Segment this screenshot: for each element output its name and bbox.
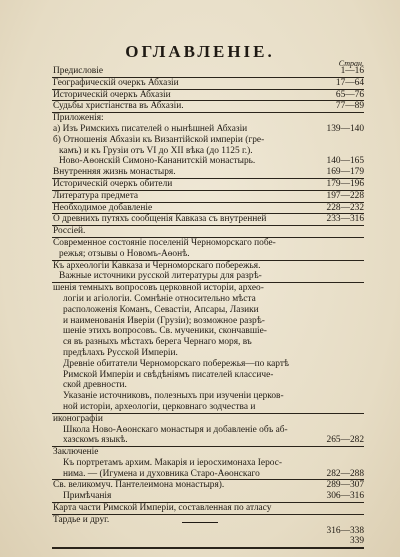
toc-row: хазскомъ языкѣ. 265—282: [63, 435, 364, 446]
toc-row: Тардье и друг.: [53, 514, 110, 525]
toc-row: Школа Ново-Аѳонскаго монастыря и добавленіе объ аб-: [63, 424, 288, 435]
toc-row: иконографіи: [53, 413, 103, 424]
toc-row: логіи и агіологіи. Сомнѣніе относительно мѣста: [63, 293, 256, 304]
toc-row: Предисловіе 1—16: [53, 66, 364, 76]
toc-row: ной исторіи, археологіи, церковнаго зодчества и: [63, 401, 256, 412]
toc-row: шенія темныхъ вопросовъ церковной исторіи, архео-: [53, 283, 264, 294]
toc-row: Литература предмета 197—228: [53, 190, 364, 201]
end-ornament: [182, 522, 218, 523]
page-title: ОГЛАВЛЕНІЕ.: [125, 42, 275, 61]
divider: [52, 548, 364, 549]
toc-row: Св. великомуч. Пантелеимона монастыря). 289—307: [53, 480, 364, 491]
toc-row: Ново-Аѳонскій Симоно-Кананитскій монастырь. 140—165: [59, 156, 364, 167]
toc-row: а) Изъ Римскихъ писателей о нынѣшней Абхазіи 139—140: [53, 123, 364, 134]
toc-row: и наименованія Иверіи (Грузіи); возможное разрѣ-: [63, 315, 265, 326]
toc-row: режья; отзывы о Новомъ-Аѳонѣ.: [59, 248, 190, 259]
toc-row: 316—338: [326, 525, 364, 536]
toc-row: б) Отношенія Абхазіи къ Византійской имперіи (гре-: [53, 134, 265, 145]
toc-row: нима. — (Игумена и духовника Старо-Аѳонскаго 282—288: [63, 468, 364, 479]
toc-row: О древнихъ путяхъ сообщенія Кавказа съ внутренней 233—316: [53, 214, 364, 225]
toc-row: Историческій очеркъ обители 179—196: [53, 178, 364, 189]
toc-row: Внутренняя жизнь монастыря. 169—179: [53, 167, 364, 178]
toc-row: Историческій очеркъ Абхазіи 65—76: [53, 89, 364, 100]
toc-row: Заключеніе: [53, 447, 99, 458]
toc-row: Къ археологіи Кавказа и Черноморскаго побережья.: [53, 260, 261, 271]
table-of-contents: [53, 66, 364, 549]
toc-row: Указаніе источниковъ, полезныхъ при изученіи церков-: [63, 391, 284, 402]
toc-row: ской древности.: [63, 380, 127, 391]
toc-row: Приложенія:: [53, 113, 104, 124]
toc-row: Современное состояніе поселеній Черноморскаго побе-: [53, 237, 276, 248]
toc-row: Географическій очеркъ Абхазіи 17—64: [53, 77, 364, 88]
toc-row: Необходимое добавленіе 228—232: [53, 202, 364, 213]
page-column-header: Стран.: [338, 59, 364, 68]
toc-row: Римской Имперіи и свѣдѣніямъ писателей классиче-: [63, 369, 274, 380]
toc-row: Россіей.: [53, 226, 86, 237]
toc-row: ся въ разныхъ мѣстахъ берега Чернаго моря, въ: [63, 337, 252, 348]
toc-row: Карта части Римской Имперіи, составленная по атласу: [53, 503, 272, 514]
toc-row: Судьбы христіанства въ Абхазіи. 77—89: [53, 101, 364, 112]
toc-row: 339: [349, 536, 364, 547]
toc-row: Примѣчанія 306—316: [63, 491, 364, 502]
toc-row: Къ портретамъ архим. Макарія и іеросхимонаха Іерос-: [63, 457, 282, 468]
toc-row: шеніе этихъ вопросовъ. Св. мученики, скончавшіе-: [63, 326, 267, 337]
toc-row: предѣлахъ Русской Имперіи.: [63, 347, 178, 358]
toc-row: Древніе обитатели Черноморскаго побережья—по картѣ: [63, 358, 290, 369]
toc-row: камъ) и къ Грузіи отъ VI до XII вѣка (до 1125 г.).: [59, 145, 253, 156]
toc-row: Важные источники русской литературы для разрѣ-: [59, 271, 262, 282]
toc-row: расположенія Команъ, Севастіи, Апсары, Лазики: [63, 304, 259, 315]
